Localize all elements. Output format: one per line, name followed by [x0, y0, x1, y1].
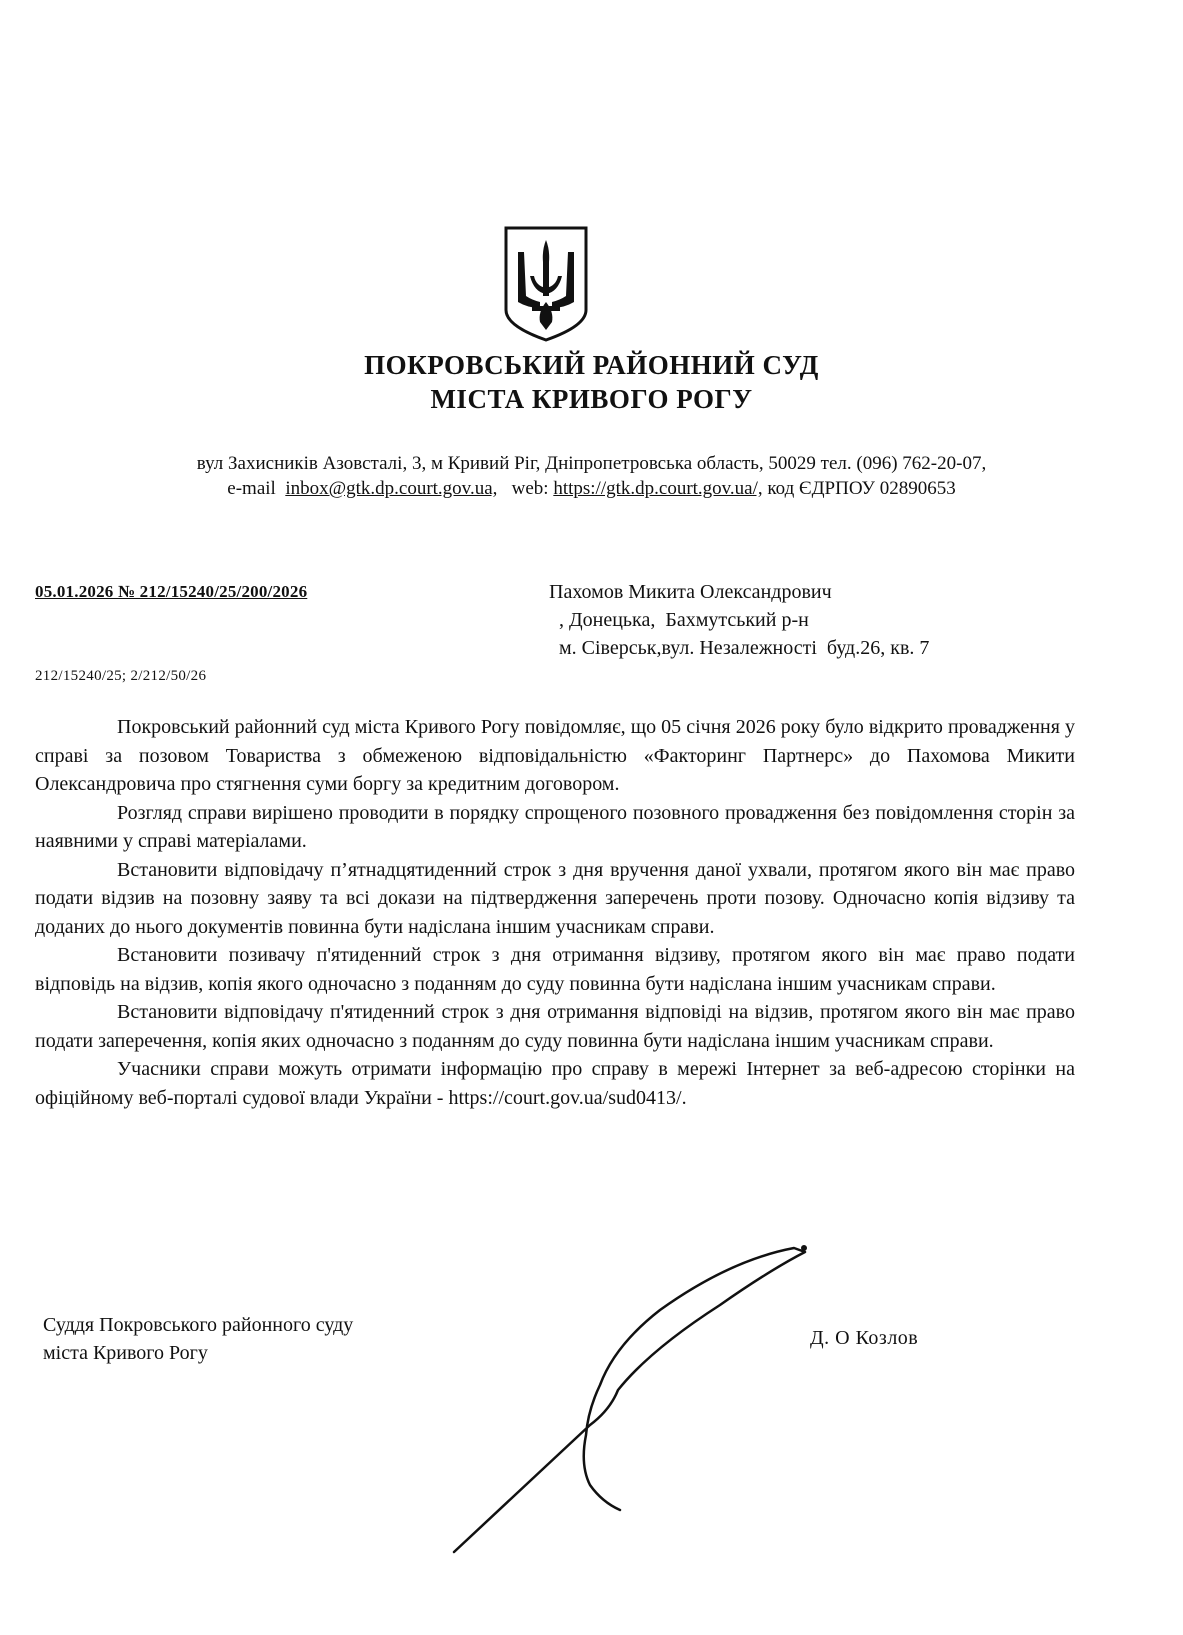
email-label: e-mail [227, 478, 276, 499]
recipient-address: м. Сіверськ,вул. Незалежності буд.26, кв. 7 [549, 637, 930, 659]
body-paragraph: Учасники справи можуть отримати інформацію про справу в мережі Інтернет за веб-адресою сторінки на офіційному веб-порталі судової влади України - https://court.gov.ua/sud0413/. [35, 1058, 1075, 1109]
body-paragraph: Встановити відповідачу п'ятиденний строк з дня отримання відповіді на відзив, протягом якого він має право подати заперечення, копія яких одночасно з поданням до суду повинна бути надіслана іншим учасникам справи. [35, 1001, 1075, 1052]
court-contacts [0, 477, 1183, 501]
judge-name: Д. О Козлов [810, 1327, 919, 1349]
body-paragraph: Встановити відповідачу п’ятнадцятиденний строк з дня вручення даної ухвали, протягом якого він має право подати відзив на позовну заяву та всі докази на підтвердження заперечень проти позову. Одночасно копія відзиву та доданих до нього документів повинна бути надіслана іншим учасникам справи. [35, 858, 1075, 938]
web-link[interactable]: https://gtk.dp.court.gov.ua/, [553, 478, 763, 499]
court-address: вул Захисників Азовсталі, 3, м Кривий Ріг, Дніпропетровська область, 50029 тел. (096) 762-20-07, [196, 453, 987, 474]
judge-title [43, 1311, 353, 1367]
recipient-region: , Донецька, Бахмутський р-н [549, 609, 809, 631]
letter-body [35, 713, 1075, 1112]
handwritten-signature-icon [440, 1220, 1000, 1630]
judge-title-line2: міста Кривого Рогу [43, 1342, 208, 1364]
recipient-name: Пахомов Микита Олександрович [549, 581, 832, 603]
edrpou-code: код ЄДРПОУ 02890653 [767, 478, 956, 499]
body-paragraph: Розгляд справи вирішено проводити в порядку спрощеного позовного провадження без повідомлення сторін за наявними у справі матеріалами. [35, 801, 1075, 852]
body-paragraph: Встановити позивачу п'ятиденний строк з дня отримання відзиву, протягом якого він має право подати відповідь на відзив, копія якого одночасно з поданням до суду повинна бути надіслана іншим учасникам справи. [35, 944, 1075, 995]
web-label: web: [511, 478, 549, 499]
body-paragraph: Покровський районний суд міста Кривого Рогу повідомляє, що 05 січня 2026 року було відкрито провадження у справі за позовом Товариства з обмеженою відповідальністю «Факторинг Партнерс» до Пахомова Микити Олександровича про стягнення суми боргу за кредитним договором. [35, 716, 1075, 795]
coat-of-arms-trident-icon [500, 222, 592, 344]
judge-title-line1: Суддя Покровського районного суду [43, 1314, 354, 1336]
email-link[interactable]: inbox@gtk.dp.court.gov.ua, [285, 478, 498, 499]
outgoing-reference: 05.01.2026 № 212/15240/25/200/2026 [35, 582, 308, 601]
court-name-line2: МІСТА КРИВОГО РОГУ [430, 384, 753, 414]
court-name-line1: ПОКРОВСЬКИЙ РАЙОННИЙ СУД [364, 350, 819, 380]
recipient-block [549, 578, 929, 662]
case-reference: 212/15240/25; 2/212/50/26 [35, 668, 207, 684]
